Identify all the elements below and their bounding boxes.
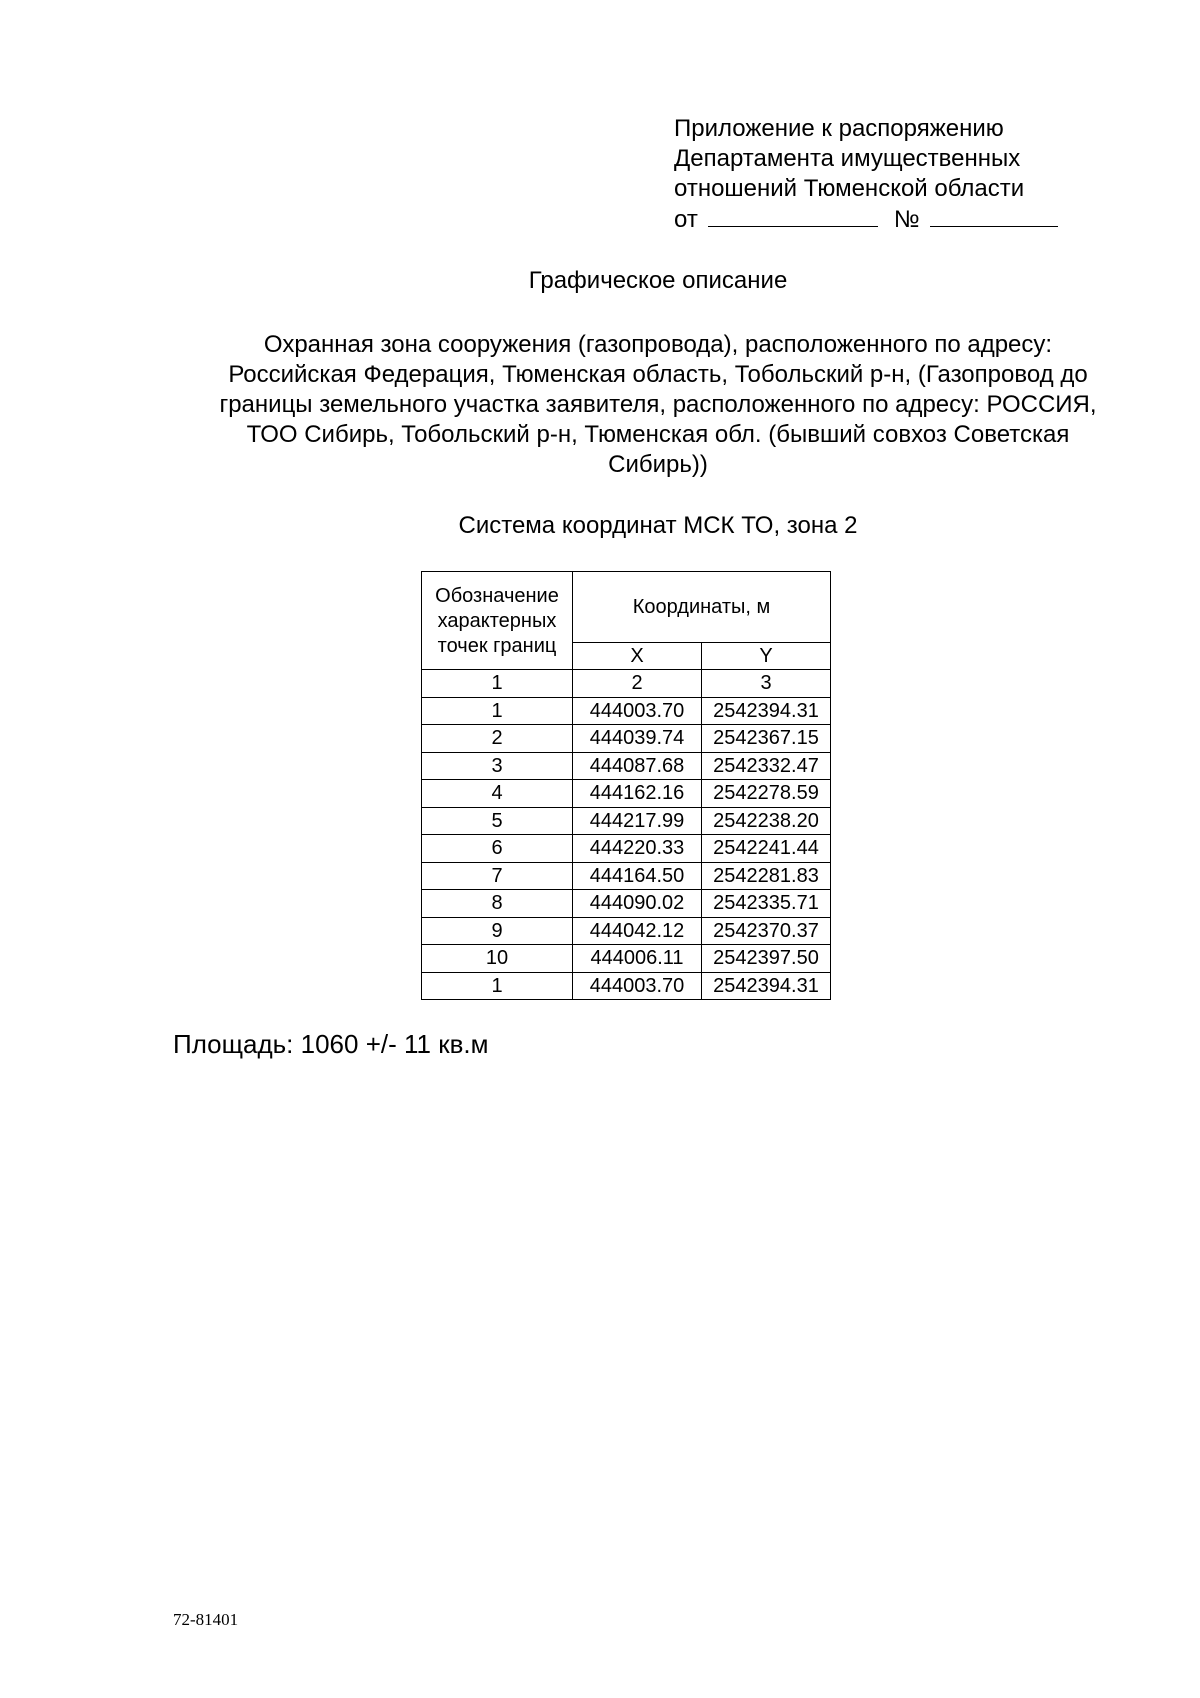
appendix-line-3: отношений Тюменской области	[674, 175, 1025, 202]
object-description-line-3: границы земельного участка заявителя, расположенного по адресу: РОССИЯ,	[219, 391, 1097, 418]
number-label: №	[893, 206, 920, 233]
point-cell: 6	[422, 835, 573, 863]
date-blank	[708, 204, 878, 227]
table-row	[422, 780, 831, 808]
point-cell: 8	[422, 890, 573, 918]
designation-header-line-1: Обозначение	[435, 585, 559, 607]
coordinate-system-label: Система координат МСК ТО, зона 2	[458, 512, 858, 539]
x-coordinate-cell: 444217.99	[573, 807, 702, 835]
table-row	[422, 890, 831, 918]
column-number: 2	[573, 670, 702, 698]
point-cell: 4	[422, 780, 573, 808]
coordinates-header: Координаты, м	[573, 572, 831, 643]
table-row	[422, 807, 831, 835]
x-coordinate-cell: 444162.16	[573, 780, 702, 808]
object-description-line-4: ТОО Сибирь, Тобольский р-н, Тюменская обл. (бывший совхоз Советская	[246, 421, 1070, 448]
point-cell: 7	[422, 862, 573, 890]
x-coordinate-cell: 444164.50	[573, 862, 702, 890]
point-cell: 1	[422, 697, 573, 725]
y-coordinate-cell: 2542238.20	[702, 807, 831, 835]
y-coordinate-cell: 2542394.31	[702, 972, 831, 1000]
object-description-line-1: Охранная зона сооружения (газопровода), расположенного по адресу:	[263, 331, 1053, 358]
table-header-row	[422, 572, 831, 643]
x-coordinate-cell: 444003.70	[573, 697, 702, 725]
x-coordinate-cell: 444003.70	[573, 972, 702, 1000]
y-coordinate-cell: 2542397.50	[702, 945, 831, 973]
table-row	[422, 725, 831, 753]
x-coordinate-cell: 444006.11	[573, 945, 702, 973]
designation-header-line-2: характерных	[437, 610, 557, 632]
point-cell: 3	[422, 752, 573, 780]
x-coordinate-cell: 444090.02	[573, 890, 702, 918]
y-coordinate-cell: 2542367.15	[702, 725, 831, 753]
x-coordinate-cell: 444042.12	[573, 917, 702, 945]
number-blank	[930, 204, 1058, 227]
date-label: от	[674, 206, 698, 233]
object-description-line-5: Сибирь))	[608, 451, 708, 478]
appendix-line-2: Департамента имущественных	[674, 145, 1021, 172]
y-column-header: Y	[702, 643, 831, 670]
column-number: 1	[422, 670, 573, 698]
x-column-header: X	[573, 643, 702, 670]
object-description	[170, 330, 1146, 480]
table-row	[422, 862, 831, 890]
table-row	[422, 917, 831, 945]
y-coordinate-cell: 2542370.37	[702, 917, 831, 945]
area-text: Площадь: 1060 +/- 11 кв.м	[173, 1029, 489, 1059]
table-row	[422, 972, 831, 1000]
coordinates-table-body	[422, 572, 831, 1000]
point-cell: 9	[422, 917, 573, 945]
point-cell: 10	[422, 945, 573, 973]
x-coordinate-cell: 444039.74	[573, 725, 702, 753]
document-code: 72-81401	[173, 1610, 239, 1629]
column-number: 3	[702, 670, 831, 698]
table-row	[422, 697, 831, 725]
point-cell: 5	[422, 807, 573, 835]
appendix-header	[674, 114, 1058, 235]
y-coordinate-cell: 2542332.47	[702, 752, 831, 780]
appendix-date-number-line	[674, 204, 1058, 235]
y-coordinate-cell: 2542281.83	[702, 862, 831, 890]
coordinates-table	[421, 571, 831, 1000]
y-coordinate-cell: 2542394.31	[702, 697, 831, 725]
document-title: Графическое описание	[528, 267, 788, 294]
table-row	[422, 835, 831, 863]
x-coordinate-cell: 444087.68	[573, 752, 702, 780]
designation-header-line-3: точек границ	[437, 635, 557, 657]
object-description-line-2: Российская Федерация, Тюменская область, Тобольский р-н, (Газопровод до	[228, 361, 1088, 388]
y-coordinate-cell: 2542335.71	[702, 890, 831, 918]
y-coordinate-cell: 2542278.59	[702, 780, 831, 808]
point-cell: 1	[422, 972, 573, 1000]
appendix-line-1: Приложение к распоряжению	[674, 115, 1004, 142]
column-number-row	[422, 670, 831, 698]
y-coordinate-cell: 2542241.44	[702, 835, 831, 863]
table-row	[422, 752, 831, 780]
table-row	[422, 945, 831, 973]
x-coordinate-cell: 444220.33	[573, 835, 702, 863]
designation-header	[422, 572, 573, 670]
point-cell: 2	[422, 725, 573, 753]
